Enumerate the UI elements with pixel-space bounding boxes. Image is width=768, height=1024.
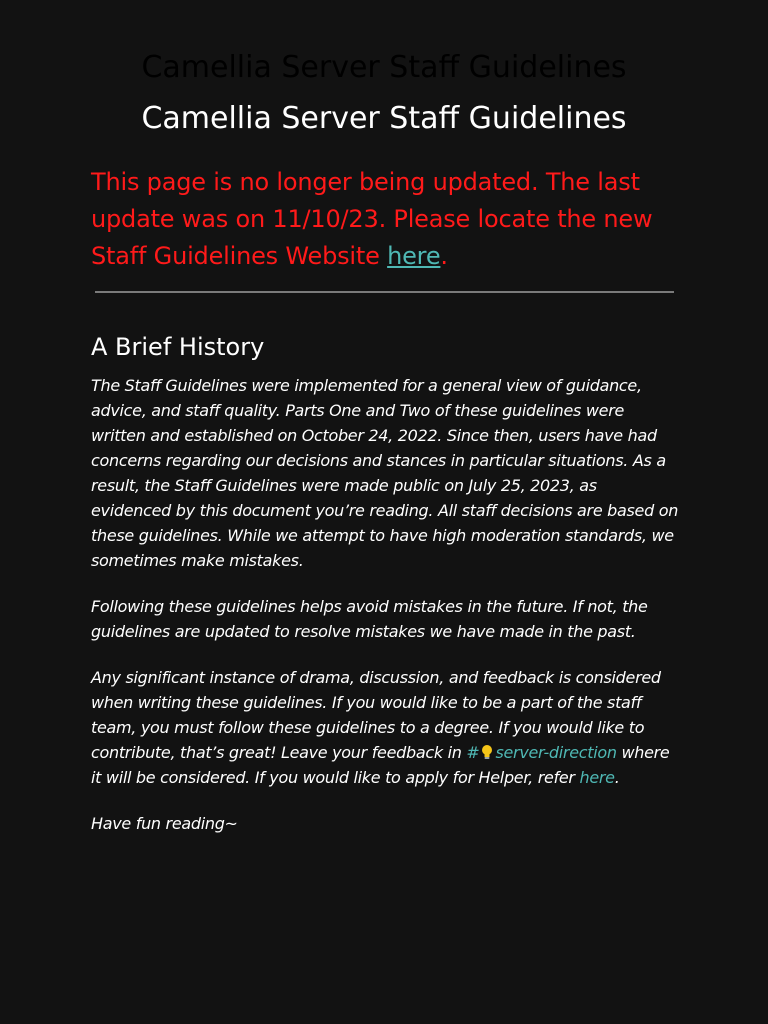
- lightbulb-icon: [480, 744, 494, 760]
- notice-end: .: [440, 242, 448, 270]
- paragraph-3-start: Any significant instance of drama, discussion, and feedback is considered when writing these guidelines. If you would like to be a part of the staff team, you must follow these guidelines to a degree. If you would like to contribute, that’s great! Leave your feedback in: [91, 668, 661, 762]
- paragraph-4: Have fun reading~: [91, 814, 238, 833]
- paragraph-3-end: .: [614, 768, 620, 787]
- history-body: [91, 373, 681, 857]
- paragraph-1: The Staff Guidelines were implemented for a general view of guidance, advice, and staff quality. Parts One and Two of these guidelines were written and established on October 24, 2022. Since then, users have had concerns regarding our decisions and stances in particular situations. As a result, the Staff Guidelines were made public on July 25, 2023, as evidenced by this document you’re reading. All staff decisions are based on these guidelines. While we attempt to have high moderation standards, we sometimes make mistakes.: [91, 376, 679, 570]
- section-heading: A Brief History: [91, 333, 265, 361]
- channel-name: server-direction: [495, 743, 617, 762]
- paragraph-3: [91, 665, 681, 790]
- deprecation-notice: [91, 164, 681, 275]
- paragraph-3-middle: where it will be considered. If you would like to apply for Helper, refer: [91, 743, 670, 787]
- divider: [95, 291, 674, 293]
- channel-hash: #: [466, 743, 480, 762]
- ghost-title: Camellia Server Staff Guidelines: [141, 50, 627, 85]
- channel-link[interactable]: [466, 743, 616, 762]
- notice-text: This page is no longer being updated. The last update was on 11/10/23. Please locate the new Staff Guidelines Website: [91, 168, 653, 270]
- page-title: Camellia Server Staff Guidelines: [141, 101, 627, 136]
- new-guidelines-link[interactable]: here: [387, 242, 441, 270]
- helper-apply-link[interactable]: here: [579, 768, 615, 787]
- paragraph-2: Following these guidelines helps avoid mistakes in the future. If not, the guidelines are updated to resolve mistakes we have made in the past.: [91, 597, 648, 641]
